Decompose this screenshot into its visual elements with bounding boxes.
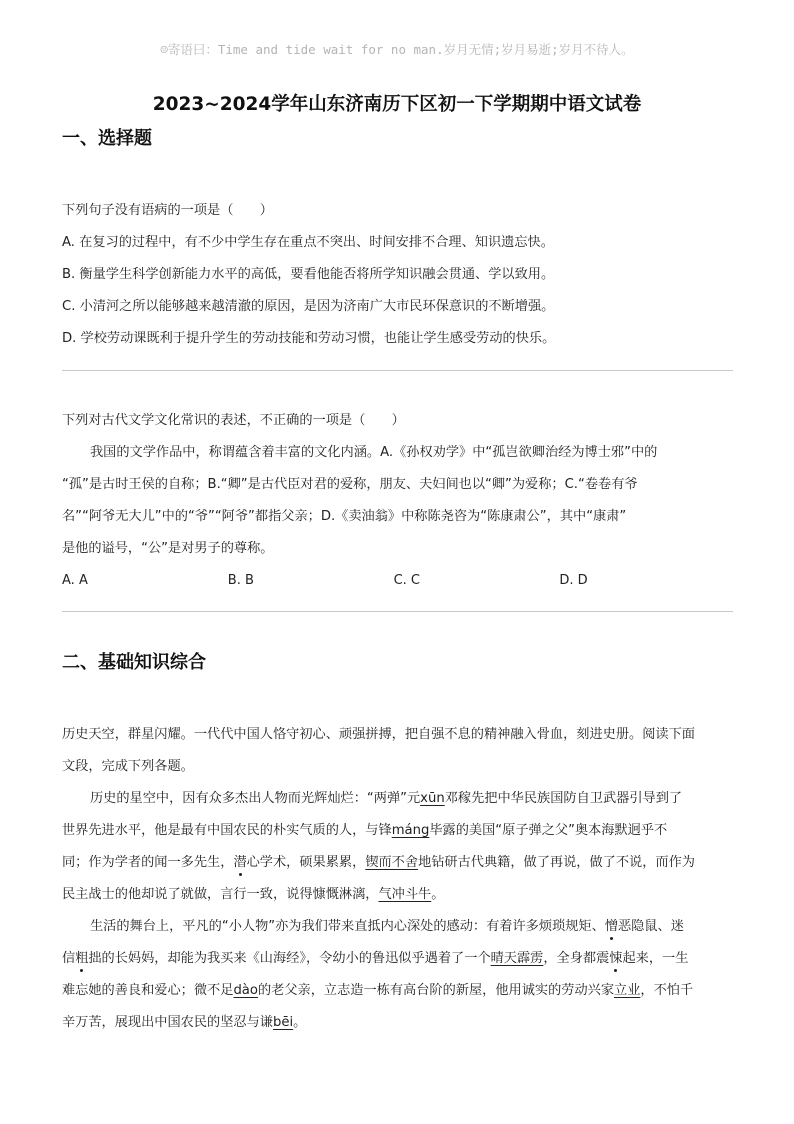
intro-line: 文段，完成下列各题。 bbox=[62, 759, 194, 774]
text: 。 bbox=[293, 1015, 307, 1030]
text: 邓稼先把中华民族国防自卫武器引导到了 bbox=[444, 791, 683, 806]
q2-passage-line: “孤”是古时王侯的自称；B.“卿”是古代臣对君的爱称，朋友、夫妇间也以“卿”为爱称；C.“卷卷有爷 bbox=[62, 477, 638, 492]
text: 恶隐鼠、迷 bbox=[617, 919, 684, 934]
q2-passage-line: 是他的谥号，“公”是对男子的尊称。 bbox=[62, 541, 274, 556]
p1-line-2 bbox=[62, 822, 667, 840]
q2-option-c[interactable]: C. C bbox=[393, 573, 421, 588]
underlined-idiom: 晴天霹雳 bbox=[490, 951, 544, 966]
text: 生活的舞台上，平凡的“小人物”亦为我们带来直抵内心深处的感动：有着许多烦琐规矩、 bbox=[90, 919, 605, 934]
p2-line-3 bbox=[62, 982, 693, 1000]
dotted-character: 悚 bbox=[609, 951, 623, 966]
text: 的老父亲，立志造一栋有高台阶的新屋，他用诚实的劳动兴家 bbox=[257, 983, 615, 998]
q2-passage-line: 我国的文学作品中，称谓蕴含着丰富的文化内涵。A.《孙权劝学》中“孤岂欲卿治经为博士邪”中的 bbox=[90, 445, 658, 460]
text: 起来，一生 bbox=[622, 951, 689, 966]
text: 毕露的美国“原子弹之父”奥本海默迥乎不 bbox=[429, 823, 668, 838]
q2-passage-line: 名”“阿爷无大儿”中的“爷”“阿爷”都指父亲；D.《卖油翁》中称陈尧咨为“陈康肃公”，其中“康肃” bbox=[62, 509, 627, 524]
text: 难忘她的善良和爱心；微不足 bbox=[62, 983, 234, 998]
text: 信 bbox=[62, 951, 76, 966]
page-title: 2023~2024学年山东济南历下区初一下学期期中语文试卷 bbox=[152, 94, 642, 115]
section-heading-choice: 一、选择题 bbox=[62, 128, 152, 149]
underlined-idiom: 锲而不舍 bbox=[365, 855, 419, 870]
text: 心学术，硕果累累， bbox=[246, 855, 366, 870]
text: 。 bbox=[431, 887, 445, 902]
pinyin-blank: máng bbox=[391, 823, 430, 838]
p2-line-4 bbox=[62, 1014, 306, 1032]
q1-option-d[interactable]: D. 学校劳动课既利于提升学生的劳动技能和劳动习惯，也能让学生感受劳动的快乐。 bbox=[62, 331, 556, 346]
p1-line-3 bbox=[62, 854, 695, 872]
q2-option-d[interactable]: D. D bbox=[559, 573, 588, 588]
dotted-character: 潜 bbox=[233, 855, 247, 870]
text: ，不怕千 bbox=[640, 983, 694, 998]
dotted-character: 粗 bbox=[75, 951, 89, 966]
intro-line: 历史天空，群星闪耀。一代代中国人恪守初心、顽强拼搏，把自强不息的精神融入骨血，刻进史册。阅读下面 bbox=[62, 727, 695, 742]
pinyin-blank: dào bbox=[233, 983, 258, 998]
q2-options-row bbox=[62, 572, 733, 590]
text: ，全身都震 bbox=[543, 951, 610, 966]
q2-option-a[interactable]: A. A bbox=[62, 573, 88, 588]
underlined-idiom: 立业 bbox=[614, 983, 641, 998]
q2-option-b[interactable]: B. B bbox=[227, 573, 254, 588]
text: 辛万苦，展现出中国农民的坚忍与谦 bbox=[62, 1015, 273, 1030]
p1-line-1 bbox=[90, 790, 682, 808]
q2-stem: 下列对古代文学文化常识的表述，不正确的一项是（ ） bbox=[62, 413, 405, 428]
text: 民主战士的他却说了就做，言行一致，说得慷慨淋漓， bbox=[62, 887, 379, 902]
pinyin-blank: xūn bbox=[420, 791, 445, 806]
text: 同；作为学者的闻一多先生， bbox=[62, 855, 234, 870]
question-divider bbox=[62, 370, 733, 371]
text: 世界先进水平，他是最有中国农民的朴实气质的人，与锋 bbox=[62, 823, 392, 838]
p1-line-4 bbox=[62, 886, 444, 904]
q1-option-c[interactable]: C. 小清河之所以能够越来越清澈的原因，是因为济南广大市民环保意识的不断增强。 bbox=[62, 299, 555, 314]
text: 历史的星空中，因有众多杰出人物而光辉灿烂：“两弹”元 bbox=[90, 791, 421, 806]
section-divider bbox=[62, 611, 733, 612]
text: 地钻研古代典籍，做了再说，做了不说，而作为 bbox=[418, 855, 695, 870]
motto-text: ☺寄语曰：Time and tide wait for no man.岁月无情;岁月易逝;岁月不待人。 bbox=[160, 42, 634, 57]
q1-option-a[interactable]: A. 在复习的过程中，有不少中学生存在重点不突出、时间安排不合理、知识遗忘快。 bbox=[62, 235, 554, 250]
dotted-character: 憎 bbox=[604, 919, 618, 934]
pinyin-blank: bēi bbox=[273, 1015, 294, 1030]
q1-stem: 下列句子没有语病的一项是（ ） bbox=[62, 203, 273, 218]
text: 拙的长妈妈，却能为我买来《山海经》，令幼小的鲁迅似乎遇着了一个 bbox=[88, 951, 491, 966]
p2-line-2 bbox=[62, 950, 688, 968]
section-heading-knowledge: 二、基础知识综合 bbox=[62, 652, 206, 673]
underlined-idiom: 气冲斗牛 bbox=[378, 887, 432, 902]
q1-option-b[interactable]: B. 衡量学生科学创新能力水平的高低，要看他能否将所学知识融会贯通、学以致用。 bbox=[62, 267, 555, 282]
p2-line-1 bbox=[90, 918, 684, 936]
